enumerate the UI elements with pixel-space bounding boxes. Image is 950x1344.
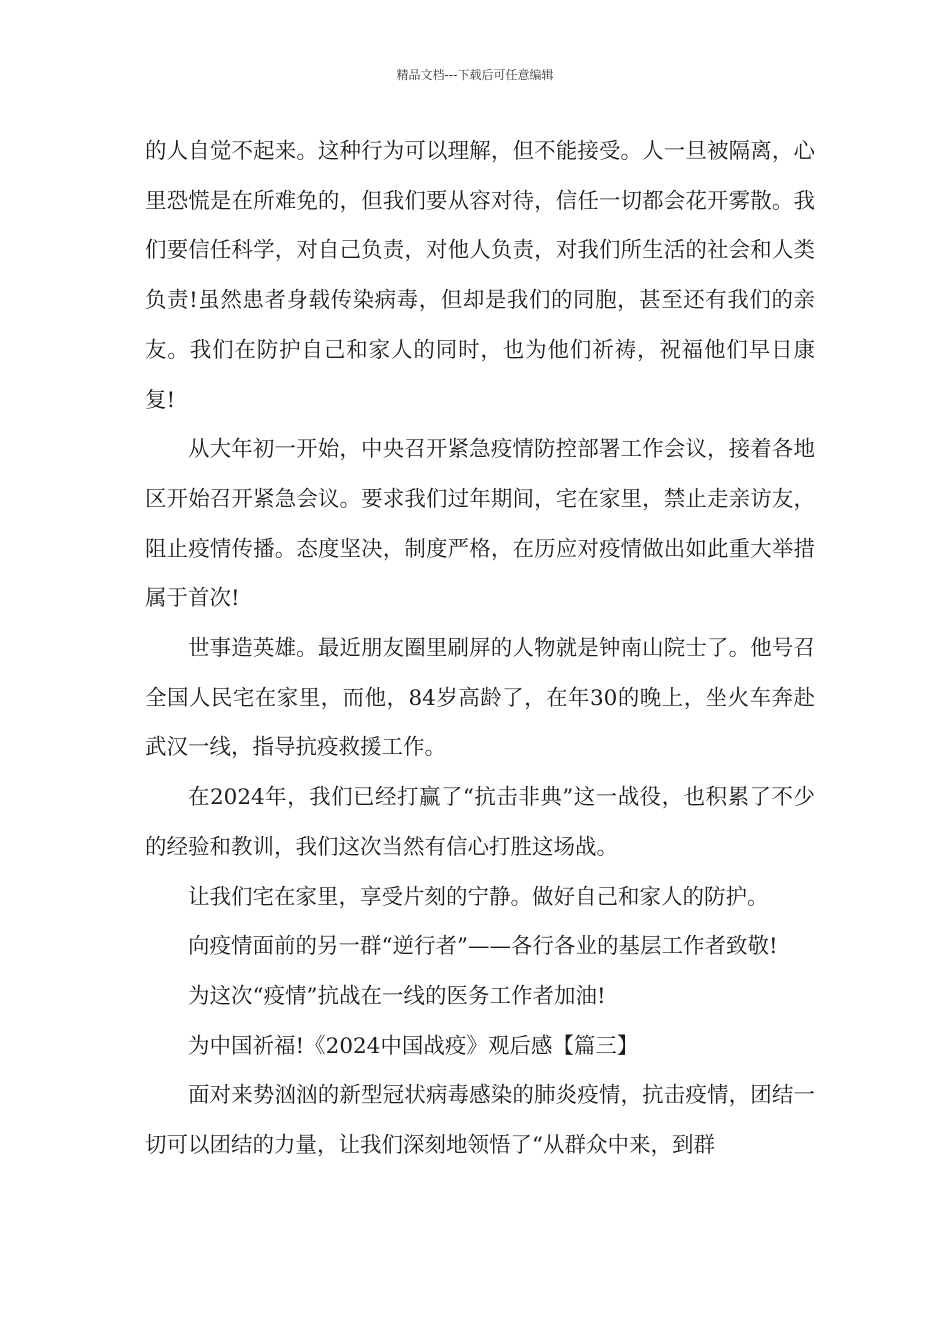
paragraph-8: 面对来势汹汹的新型冠状病毒感染的肺炎疫情，抗击疫情，团结一切可以团结的力量，让我们深刻地领悟了“从群众中来，到群	[145, 1083, 815, 1159]
document-body	[145, 127, 815, 1171]
paragraph-6: 向疫情面前的另一群“逆行者”——各行各业的基层工作者致敬!	[188, 934, 778, 960]
paragraph-3: 世事造英雄。最近朋友圈里刷屏的人物就是钟南山院士了。他号召全国人民宅在家里，而他，84岁高龄了，在年30的晚上，坐火车奔赴武汉一线，指导抗疫救援工作。	[145, 636, 815, 761]
paragraph-4: 在2024年，我们已经打赢了“抗击非典”这一战役，也积累了不少的经验和教训，我们这次当然有信心打胜这场战。	[145, 785, 815, 860]
page-header: 精品文档---下载后可任意编辑	[396, 68, 554, 82]
paragraph-1: 的人自觉不起来。这种行为可以理解，但不能接受。人一旦被隔离，心里恐慌是在所难免的，但我们要从容对待，信任一切都会花开雾散。我们要信任科学，对自己负责，对他人负责，对我们所生活的社会和人类负责!虽然患者身载传染病毒，但却是我们的同胞，甚至还有我们的亲友。我们在防护自己和家人的同时，也为他们祈祷，祝福他们早日康复!	[145, 139, 815, 413]
paragraph-7: 为这次“疫情”抗战在一线的医务工作者加油!	[188, 983, 606, 1009]
paragraph-2: 从大年初一开始，中央召开紧急疫情防控部署工作会议，接着各地区开始召开紧急会议。要求我们过年期间，宅在家里，禁止走亲访友，阻止疫情传播。态度坚决，制度严格，在历应对疫情做出如此重大举措属于首次!	[145, 437, 815, 612]
section-heading: 为中国祈福!《2024中国战疫》观后感【篇三】	[188, 1033, 639, 1059]
paragraph-5: 让我们宅在家里，享受片刻的宁静。做好自己和家人的防护。	[188, 884, 769, 910]
